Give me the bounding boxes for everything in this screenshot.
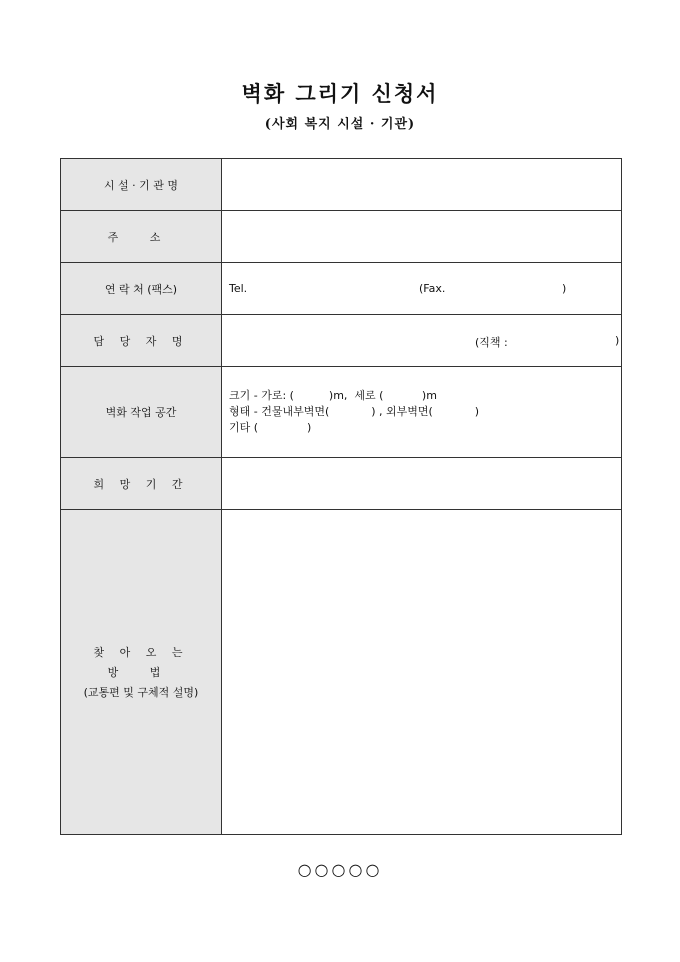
directions-label-line2: 방 법 [107, 666, 175, 679]
contact-label: 연 락 처 (팩스) [61, 263, 222, 315]
period-label: 희 망 기 간 [61, 458, 222, 510]
space-field[interactable] [222, 367, 622, 458]
address-field[interactable] [222, 211, 622, 263]
tel-label: Tel. [229, 281, 248, 295]
directions-label-line1: 찾 아 오 는 [93, 646, 189, 659]
manager-label: 담 당 자 명 [61, 315, 222, 367]
form-row-contact [61, 263, 622, 315]
document-subtitle: (사회 복지 시설 · 기관) [264, 117, 416, 132]
address-label: 주 소 [61, 211, 222, 263]
space-size-line: 크기 - 가로: ( )m, 세로 ( )m [229, 389, 437, 402]
manager-field[interactable] [222, 315, 622, 367]
fax-label: (Fax. [419, 281, 446, 295]
space-type-line: 형태 - 건물내부벽면( ) , 외부벽면( ) [229, 405, 480, 418]
directions-label [61, 510, 222, 835]
form-row-period [61, 458, 622, 510]
document-title: 벽화 그리기 신청서 [241, 81, 439, 106]
period-field[interactable] [222, 458, 622, 510]
form-row-space [61, 367, 622, 458]
form-row-address [61, 211, 622, 263]
fax-close: ) [562, 281, 567, 295]
form-row-facility [61, 159, 622, 211]
position-close: ) [615, 333, 620, 347]
position-label: (직책 : [475, 335, 508, 349]
space-other-line: 기타 ( ) [229, 421, 312, 434]
application-form-table [60, 158, 622, 835]
directions-label-line3: (교통편 및 구체적 설명) [83, 686, 199, 699]
contact-field[interactable] [222, 263, 622, 315]
organization-name: ○○○○○ [297, 860, 383, 879]
space-label: 벽화 작업 공간 [61, 367, 222, 458]
directions-field[interactable] [222, 510, 622, 835]
facility-label: 시 설 · 기 관 명 [61, 159, 222, 211]
facility-field[interactable] [222, 159, 622, 211]
form-row-manager [61, 315, 622, 367]
form-row-directions [61, 510, 622, 835]
